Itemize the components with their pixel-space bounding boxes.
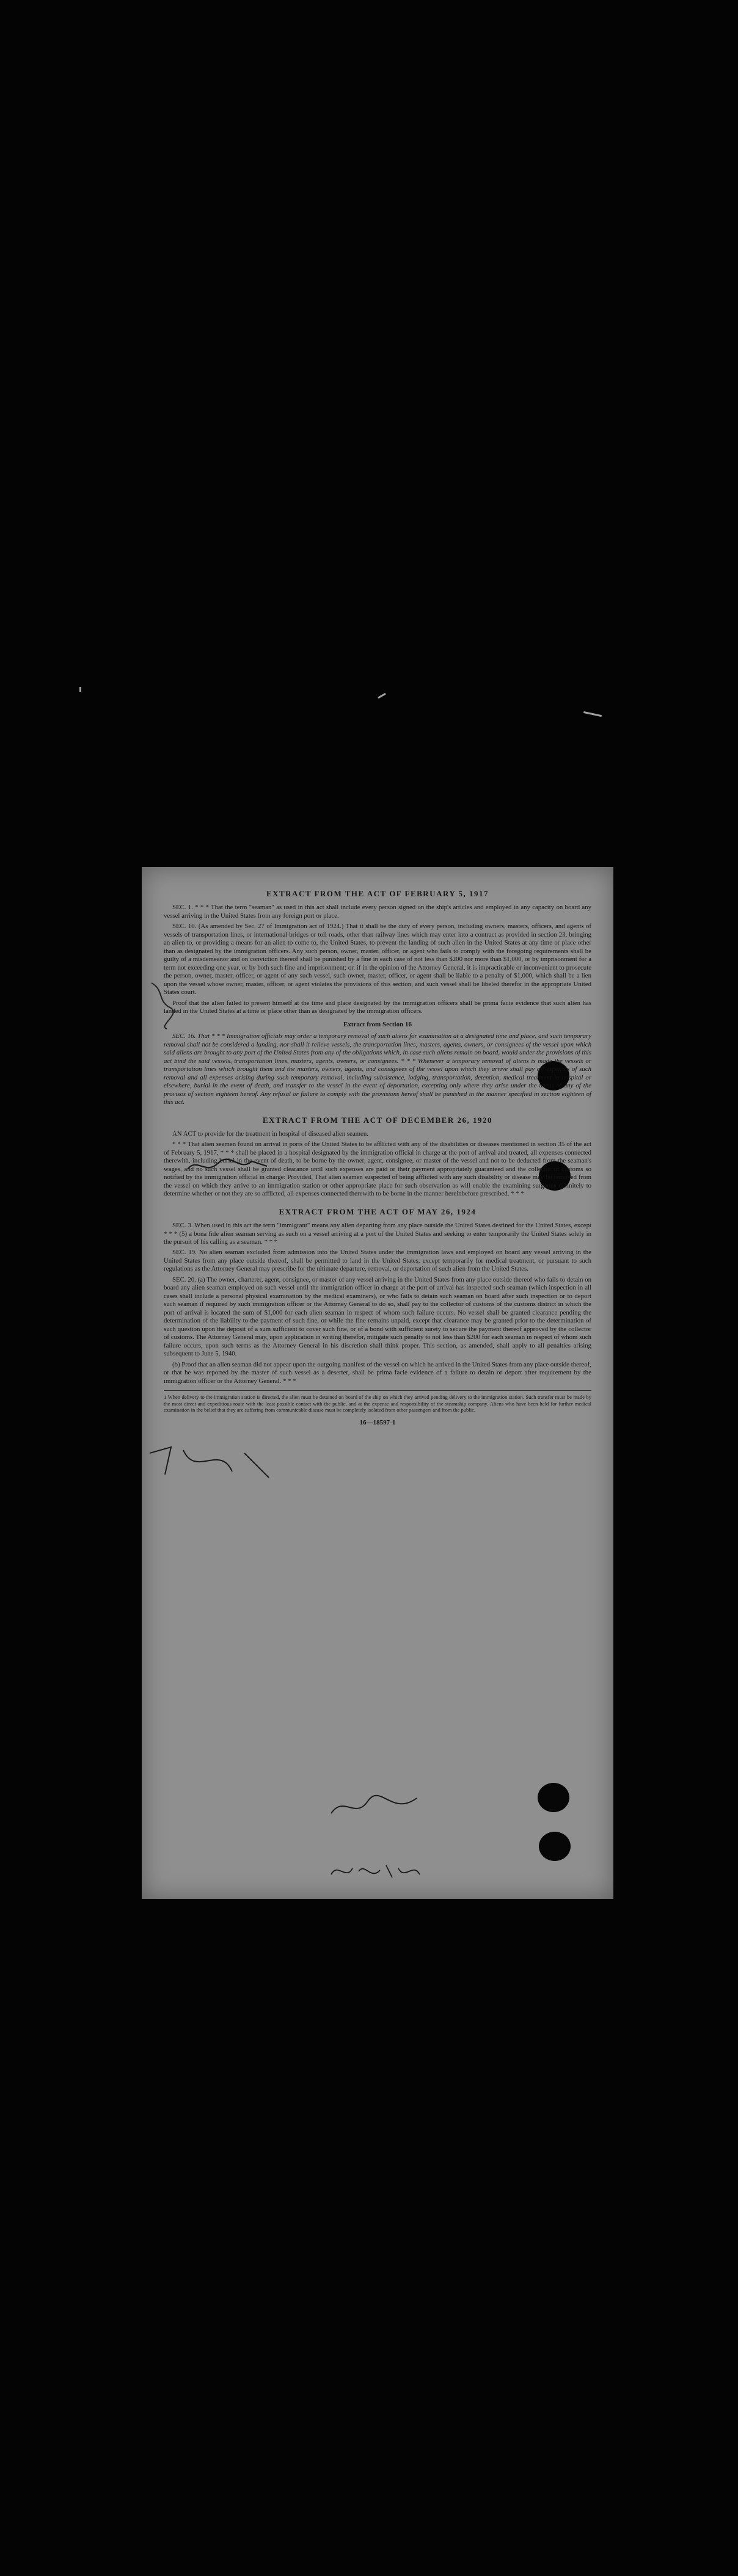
punch-hole: [538, 1783, 569, 1812]
heading-act-1924: EXTRACT FROM THE ACT OF MAY 26, 1924: [279, 1206, 477, 1216]
film-scratch: [583, 711, 602, 717]
document-page: [142, 867, 613, 1899]
section-20a-1924: SEC. 20. (a) The owner, charterer, agent, consignee, or master of any vessel arriving in the United States from any place outside thereof who fails to detain on board any alien seaman employed on such vessel until the immigration officer in charge at the port of arrival has inspected such seaman (which inspection in all cases shall include a personal physical examination by the medical examiners), or who fails to detain such seaman on board after such inspection or to deport such seaman if required by such immigration officer or the Attorney General to do so, shall pay to the collector of customs of the customs district in which the port of arrival is located the sum of $1,000 for each alien seaman in respect of whom such failure occurs. No vessel shall be granted clearance pending the determination of the liability to the payment of such fine, or while the fine remains unpaid, except that clearance may be granted prior to the determination of such question upon the deposit of a sum sufficient to cover such fine, or of a bond with sufficient surety to secure the payment thereof approved by the collector of customs. The Attorney General may, upon application in writing therefor, mitigate such penalty to not less than $200 for each seaman in respect of whom such failure occurs, upon such terms as the Attorney General in his discretion shall think proper. This section, as amended, shall apply to all penalties arising subsequent to June 5, 1940.: [164, 1275, 591, 1358]
section-3-1924: SEC. 3. When used in this act the term "immigrant" means any alien departing from any place outside the United States destined for the United States, except * * * (5) a bona fide alien seaman serving as such on a vessel arriving at a port of the United States and seeking to enter temporarily the United States solely in the pursuit of his calling as a seaman. * * *: [164, 1222, 591, 1246]
body-act-1920: * * * That alien seamen found on arrival in ports of the United States to be afflicted with any of the disabilities or diseases mentioned in section 35 of the act of February 5, 1917, * * * shall be placed in a hospital designated by the immigration official in charge at the port of arrival and treated, all expenses connected therewith, including burial in the event of death, to be borne by the owner, agent, consignee, or master of the vessel and not to be deducted from the seaman's wages, and no such vessel shall be granted clearance until such expenses are paid or their payment appropriately guaranteed and the collector of customs so notified by the immigration official in charge: Provided, That alien seamen suspected of being afflicted with any such disability or disease may be removed from the vessel on which they arrive to an immigration station or other appropriate place for such observation as will enable the examining surgeons definitely to determine whether or not they are so afflicted, all expenses connected therewith to be borne in the manner hereinbefore prescribed. * * *: [164, 1141, 591, 1198]
document-text: [164, 880, 591, 1428]
punch-hole: [539, 1832, 571, 1861]
footnote: 1 When delivery to the immigration station is directed, the alien must be detained on board of the ship on which they arrived pending delivery to the immigration station. Such transfer must be made by the most direct and expeditious route with the least possible contact with the public, and at the expense and responsibility of the steamship company. Aliens who have been held for further medical examination in the belief that they are suffering from communicable disease must be completely isolated from other passengers and from the public.: [164, 1390, 591, 1413]
film-scratch: [79, 687, 81, 692]
section-19-1924: SEC. 19. No alien seaman excluded from admission into the United States under the immigration laws and employed on board any vessel arriving in the United States from any place outside thereof, shall be permitted to land in the United States, except temporarily for medical treatment, or pursuant to such regulations as the Attorney General may prescribe for the ultimate departure, removal, or deportation of such alien from the United States.: [164, 1249, 591, 1273]
section-1-1917: SEC. 1. * * * That the term "seaman" as used in this act shall include every person signed on the ship's articles and employed in any capacity on board any vessel arriving in the United States from any foreign port or place.: [164, 904, 591, 920]
form-number: 16—18597-1: [359, 1419, 396, 1427]
subheading-section-16: Extract from Section 16: [343, 1020, 412, 1028]
heading-act-1920: EXTRACT FROM THE ACT OF DECEMBER 26, 1920: [263, 1115, 492, 1125]
handwritten-annotation: [147, 1441, 281, 1490]
proof-paragraph-1917: Proof that the alien failed to present himself at the time and place designated by the immigration officers shall be prima facie evidence that such alien has landed in the United States at a time or place other than as designated by the immigration officers.: [164, 999, 591, 1015]
handwritten-signature: [325, 1859, 423, 1884]
film-scratch: [378, 693, 386, 699]
section-10-1917: SEC. 10. (As amended by Sec. 27 of Immigration act of 1924.) That it shall be the duty of every person, including owners, masters, officers, and agents of vessels of transportation lines, or international bridges or toll roads, other than railway lines which may enter into a contract as provided in section 23, bringing an alien to, or providing a means for an alien to come to, the United States, to prevent the landing of such alien in the United States at any time or place other than as designated by the immigration officers. Any such person, owner, master, officer, or agent who fails to comply with the foregoing requirements shall be guilty of a misdemeanor and on conviction thereof shall be punished by a fine in each case of not less than $200 nor more than $1,000, or by imprisonment for a term not exceeding one year, or by both such fine and imprisonment; or, if in the opinion of the Attorney General, it is impracticable or inconvenient to prosecute the person, owner, master, officer, or agent of any such vessel, such owner, master, officer, or agent shall be liable to a penalty of $1,000, which shall be a lien upon the vessel whose owner, master, officer, or agent violates the provisions of this section, and such vessel shall be libeled therefor in the appropriate United States court.: [164, 923, 591, 996]
heading-act-1917: EXTRACT FROM THE ACT OF FEBRUARY 5, 1917: [266, 889, 489, 898]
handwritten-annotation: [325, 1789, 423, 1826]
section-16-1917: SEC. 16. That * * * Immigration officials may order a temporary removal of such aliens for examination at a designated time and place, and such temporary removal shall not be considered a landing, nor shall it relieve vessels, the transportation lines, masters, agents, owners, or consignees of the vessel upon which said aliens are brought to any port of the United States from any of the obligations which, in case such aliens remain on board, would under the provisions of this act bind the said vessels, transportation lines, masters, agents, owners, or consignees. * * * Whenever a temporary removal of aliens is made the vessels or transportation lines which brought them and the masters, owners, agents, and consignees of the vessel upon which they arrive shall pay all expenses of such removal and all expenses arising during such temporary removal, including subsistence, lodging, transportation, detention, medical treatment in hospital or elsewhere, burial in the event of death, and transfer to the vessel in the event of deportation, excepting only where they arise under the terms of any of the provisos of section eighteen hereof. Any refusal or failure to comply with the provisions hereof shall be punished in the manner specified in section eighteen of this act.: [164, 1032, 591, 1106]
intro-act-1920: AN ACT to provide for the treatment in hospital of diseased alien seamen.: [172, 1130, 368, 1137]
section-20b-1924: (b) Proof that an alien seaman did not appear upon the outgoing manifest of the vessel on which he arrived in the United States from any place outside thereof, or that he was reported by the master of such vessel as a deserter, shall be prima facie evidence of a failure to detain or deport after requirement by the immigration officer or the Attorney General. * * *: [164, 1360, 591, 1385]
